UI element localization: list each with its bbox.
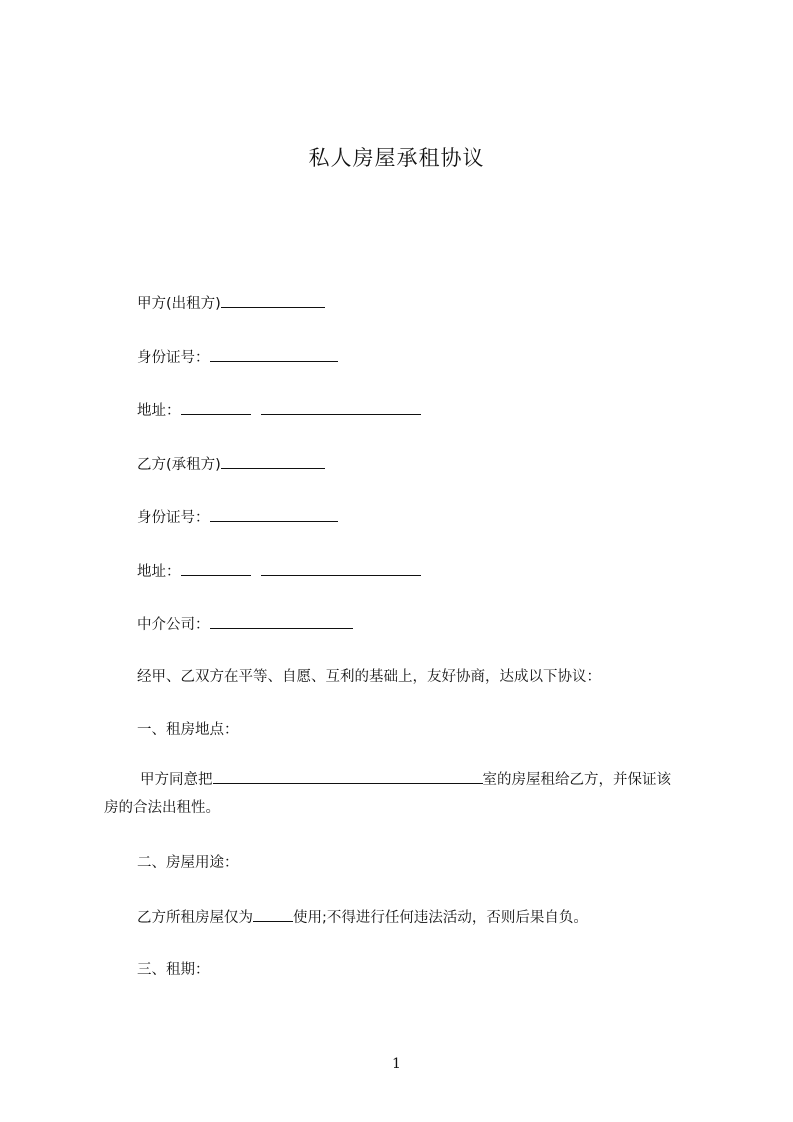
party-b-id-blank[interactable] [210, 506, 338, 522]
party-a-address-label: 地址： [137, 403, 181, 419]
party-b-id-line [137, 506, 338, 528]
party-b-address-blank-1[interactable] [181, 560, 251, 576]
party-b-line [137, 453, 325, 475]
party-a-address-line [137, 399, 421, 421]
agency-blank[interactable] [210, 613, 353, 629]
party-b-address-blank-2[interactable] [261, 560, 421, 576]
section1-blank-1[interactable] [213, 768, 323, 784]
section1-text-line2: 房的合法出租性。 [104, 800, 220, 816]
section2-line [137, 906, 588, 928]
party-b-id-label: 身份证号： [137, 510, 210, 526]
section2-text-prefix: 乙方所租房屋仅为 [137, 910, 253, 926]
agency-label: 中介公司： [137, 617, 210, 633]
section2-text-suffix: 使用;不得进行任何违法活动，否则后果自负。 [293, 910, 588, 926]
party-a-blank[interactable] [221, 292, 325, 308]
preamble: 经甲、乙双方在平等、自愿、互利的基础上，友好协商，达成以下协议： [137, 669, 601, 685]
document-title: 私人房屋承租协议 [308, 146, 485, 170]
party-b-address-label: 地址： [137, 564, 181, 580]
party-a-address-blank-1[interactable] [181, 399, 251, 415]
section2-blank[interactable] [253, 906, 293, 922]
party-a-address-blank-2[interactable] [261, 399, 421, 415]
page-number: 1 [392, 1056, 401, 1072]
party-b-address-line [137, 560, 421, 582]
party-a-id-blank[interactable] [210, 346, 338, 362]
party-a-id-line [137, 346, 338, 368]
party-a-id-label: 身份证号： [137, 350, 210, 366]
party-b-blank[interactable] [221, 453, 325, 469]
section1-text-suffix: 室的房屋租给乙方，并保证该 [482, 772, 671, 788]
section1-text-prefix: 甲方同意把 [140, 772, 213, 788]
section2-heading: 二、房屋用途： [137, 855, 239, 871]
section1-paragraph [104, 766, 704, 822]
section3-heading: 三、租期： [137, 962, 210, 978]
party-a-line [137, 292, 325, 314]
party-a-label: 甲方(出租方) [137, 296, 221, 312]
agency-line [137, 613, 353, 635]
section1-heading: 一、租房地点： [137, 722, 239, 738]
section1-blank-2[interactable] [323, 768, 483, 784]
party-b-label: 乙方(承租方) [137, 457, 221, 473]
